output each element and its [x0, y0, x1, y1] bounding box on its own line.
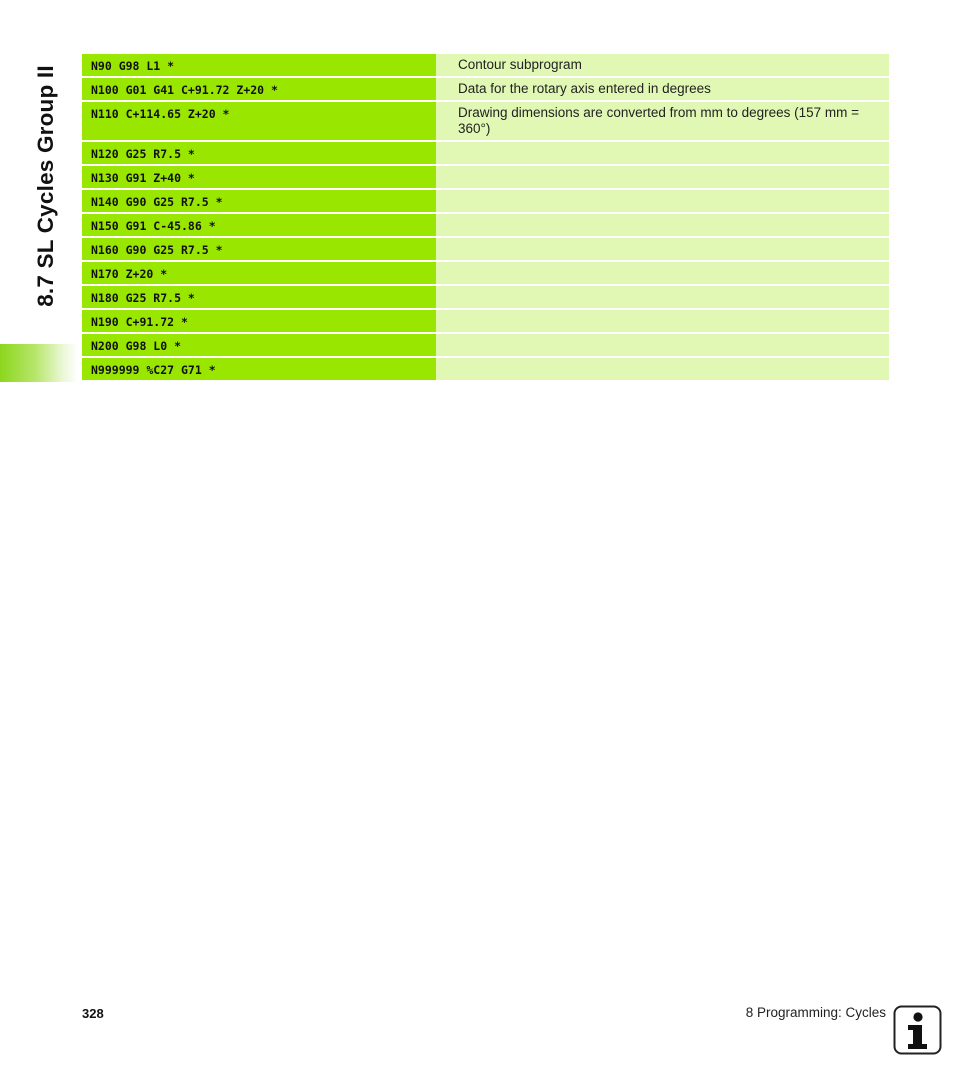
code-cell: N160 G90 G25 R7.5 *	[82, 238, 436, 262]
table-row	[82, 238, 889, 262]
comment-cell	[436, 166, 889, 190]
table-row	[82, 334, 889, 358]
table-row	[82, 358, 889, 382]
page-number: 328	[82, 1006, 104, 1021]
table-row	[82, 78, 889, 102]
table-row	[82, 102, 889, 142]
comment-cell	[436, 286, 889, 310]
section-tab-marker	[0, 344, 78, 382]
table-row	[82, 166, 889, 190]
program-table	[82, 54, 889, 382]
table-row	[82, 262, 889, 286]
comment-cell: Contour subprogram	[436, 54, 889, 78]
comment-cell	[436, 310, 889, 334]
code-cell: N200 G98 L0 *	[82, 334, 436, 358]
comment-cell	[436, 190, 889, 214]
comment-cell	[436, 214, 889, 238]
code-cell: N150 G91 C-45.86 *	[82, 214, 436, 238]
code-cell: N100 G01 G41 C+91.72 Z+20 *	[82, 78, 436, 102]
comment-cell: Data for the rotary axis entered in degrees	[436, 78, 889, 102]
comment-cell	[436, 142, 889, 166]
code-cell: N999999 %C27 G71 *	[82, 358, 436, 382]
info-icon	[893, 1005, 942, 1055]
table-row	[82, 54, 889, 78]
code-cell: N130 G91 Z+40 *	[82, 166, 436, 190]
table-row	[82, 310, 889, 334]
code-cell: N170 Z+20 *	[82, 262, 436, 286]
comment-cell	[436, 358, 889, 382]
comment-cell	[436, 262, 889, 286]
table-row	[82, 142, 889, 166]
section-title-vertical	[31, 52, 61, 320]
code-cell: N120 G25 R7.5 *	[82, 142, 436, 166]
comment-cell	[436, 334, 889, 358]
table-row	[82, 286, 889, 310]
comment-cell: Drawing dimensions are converted from mm to degrees (157 mm = 360°)	[436, 102, 889, 142]
comment-cell	[436, 238, 889, 262]
code-cell: N180 G25 R7.5 *	[82, 286, 436, 310]
table-row	[82, 190, 889, 214]
table-row	[82, 214, 889, 238]
code-cell: N140 G90 G25 R7.5 *	[82, 190, 436, 214]
section-title: 8.7 SL Cycles Group II	[33, 65, 59, 307]
code-cell: N190 C+91.72 *	[82, 310, 436, 334]
code-cell: N90 G98 L1 *	[82, 54, 436, 78]
footer-chapter-title: 8 Programming: Cycles	[745, 1005, 886, 1020]
code-cell: N110 C+114.65 Z+20 *	[82, 102, 436, 142]
